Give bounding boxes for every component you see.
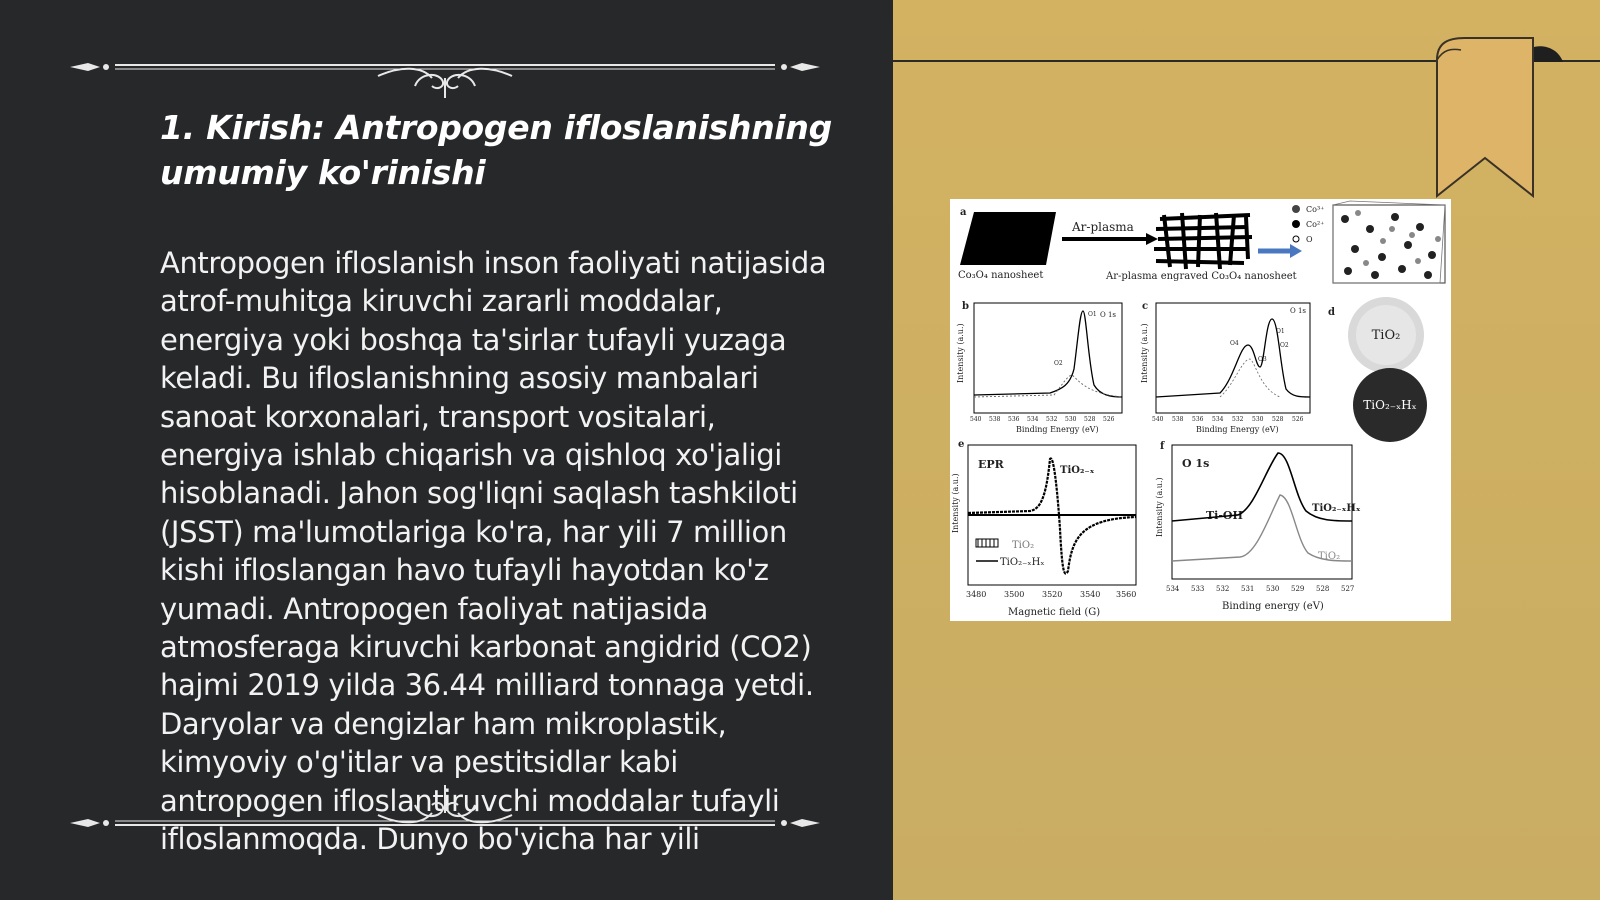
slide-body-text: Antropogen ifloslanish inson faoliyati natijasida atrof-muhitga kiruvchi zararli moddalar, energiya yoki boshqa ta'sirlar tufayli yuzaga keladi. Bu ifloslanishning asosiy manbalari sanoat korxonalari, transport vositalari, energiya ishlab chiqarish va qishloq xo'jaligi hisoblanadi. Jahon sog'liqni saqlash tashkiloti (JSST) ma'lumotlariga ko'ra, har yili 7 million kishi ifloslangan havo tufayli hayotdan ko'z yumadi. Antropogen faoliyat natijasida atmosferaga kiruvchi karbonat angidrid (CO2) hajmi 2019 yilda 36.44 milliard tonnaga yetdi. Daryolar va dengizlar ham mikroplastik, kimyoviy o'g'itlar va pestitsidlar kabi antropogen ifloslantiruvchi moddalar tufayli ifloslanmoqda. Dunyo bo'yicha har yili: [160, 246, 827, 857]
panel-e-ylabel: Intensity (a.u.): [951, 473, 960, 533]
panel-c-tick: 538: [1172, 416, 1184, 423]
bookmark-icon: [1435, 36, 1535, 198]
panel-b-tick: 540: [970, 416, 982, 423]
panel-c-tick: 526: [1292, 416, 1304, 423]
panel-b-tick: 536: [1008, 416, 1020, 423]
panel-e-tick: 3500: [1004, 590, 1025, 599]
arrow-icon: [1146, 233, 1158, 245]
panel-f-curve1: TiO₂₋ₓHₓ: [1312, 503, 1361, 514]
panel-e-tick: 3520: [1042, 590, 1063, 599]
panel-c-ylabel: Intensity (a.u.): [1140, 323, 1149, 383]
panel-c-tick: 536: [1192, 416, 1204, 423]
panel-c-tag: O 1s: [1290, 307, 1307, 315]
panel-f-tick: 530: [1266, 585, 1280, 593]
panel-f-ylabel: Intensity (a.u.): [1155, 477, 1164, 537]
panel-e-tick: 3560: [1116, 590, 1137, 599]
panel-b-peak-o1: O1: [1088, 311, 1097, 318]
panel-e-letter: e: [958, 439, 965, 450]
panel-f-tick: 533: [1191, 585, 1205, 593]
panel-a-caption-left: Co₃O₄ nanosheet: [958, 270, 1044, 281]
panel-b-ylabel: Intensity (a.u.): [956, 323, 965, 383]
panel-e-tag: EPR: [978, 458, 1004, 471]
panel-f-tick: 527: [1341, 585, 1355, 593]
panel-b-letter: b: [962, 301, 969, 312]
panel-f-tick: 531: [1241, 585, 1255, 593]
panel-c-peak-o3: O3: [1258, 356, 1267, 363]
panel-b-tick: 532: [1046, 416, 1058, 423]
panel-c-tick: 540: [1152, 416, 1164, 423]
panel-c-tick: 528: [1272, 416, 1284, 423]
panel-f-xlabel: Binding energy (eV): [1222, 601, 1324, 612]
panel-a-caption-right: Ar-plasma engraved Co₃O₄ nanosheet: [1106, 271, 1297, 282]
panel-b-tick: 534: [1027, 416, 1039, 423]
nanosheet-shape: [960, 212, 1056, 265]
panel-c-xlabel: Binding Energy (eV): [1196, 425, 1279, 434]
panel-e-curve-label: TiO₂₋ₓ: [1060, 465, 1095, 476]
panel-e-xlabel: Magnetic field (G): [1008, 607, 1101, 618]
ornament-bottom-divider: [60, 785, 830, 835]
crystal-structure-diagram: [1333, 201, 1445, 283]
panel-a-letter: a: [960, 207, 967, 218]
panel-f-tick: 528: [1316, 585, 1330, 593]
panel-c-peak-o1: O1: [1276, 328, 1285, 335]
panel-b-peak-o2: O2: [1054, 360, 1063, 367]
panel-d-sample1: TiO₂: [1371, 328, 1401, 343]
engraved-nanosheet-shape: [1154, 213, 1252, 269]
panel-f-letter: f: [1160, 441, 1165, 452]
legend-co2: Co²⁺: [1306, 220, 1325, 229]
panel-b-xlabel: Binding Energy (eV): [1016, 425, 1099, 434]
panel-b-tag: O 1s: [1100, 311, 1117, 319]
panel-c-letter: c: [1142, 301, 1149, 312]
slide-title: 1. Kirish: Antropogen ifloslanishning umumiy ko'rinishi: [160, 108, 832, 192]
panel-f-tick: 532: [1216, 585, 1230, 593]
panel-f-tag: O 1s: [1182, 457, 1210, 470]
panel-c-tick: 532: [1232, 416, 1244, 423]
panel-f-tick: 529: [1291, 585, 1305, 593]
panel-d-sample2: TiO₂₋ₓHₓ: [1363, 398, 1417, 412]
panel-f-tick: 534: [1166, 585, 1180, 593]
panel-e-tick: 3540: [1080, 590, 1101, 599]
panel-b-tick: 526: [1103, 416, 1115, 423]
panel-b-tick: 528: [1084, 416, 1096, 423]
panel-b-tick: 530: [1065, 416, 1077, 423]
panel-c-tick: 534: [1212, 416, 1224, 423]
blue-arrow-icon: [1290, 244, 1302, 258]
panel-b-tick: 538: [989, 416, 1001, 423]
panel-c-peak-o4: O4: [1230, 340, 1239, 347]
panel-e-legend-tio2: TiO₂: [1012, 540, 1035, 551]
panel-e-tick: 3480: [966, 590, 987, 599]
panel-d-letter: d: [1328, 307, 1335, 318]
panel-f-peak-label: Ti-OH: [1206, 509, 1243, 522]
panel-f-curve2: TiO₂: [1318, 551, 1341, 562]
panel-a-arrow-label: Ar-plasma: [1072, 220, 1134, 234]
panel-c-peak-o2: O2: [1280, 342, 1289, 349]
legend-pattern-icon: [976, 539, 998, 547]
ornament-top-divider: [60, 48, 830, 98]
scientific-figure: [950, 199, 1451, 621]
legend-o: O: [1306, 235, 1313, 244]
panel-c-tick: 530: [1252, 416, 1264, 423]
legend-co3: Co³⁺: [1306, 205, 1325, 214]
panel-e-legend-tio2x: TiO₂₋ₓHₓ: [1000, 557, 1045, 568]
